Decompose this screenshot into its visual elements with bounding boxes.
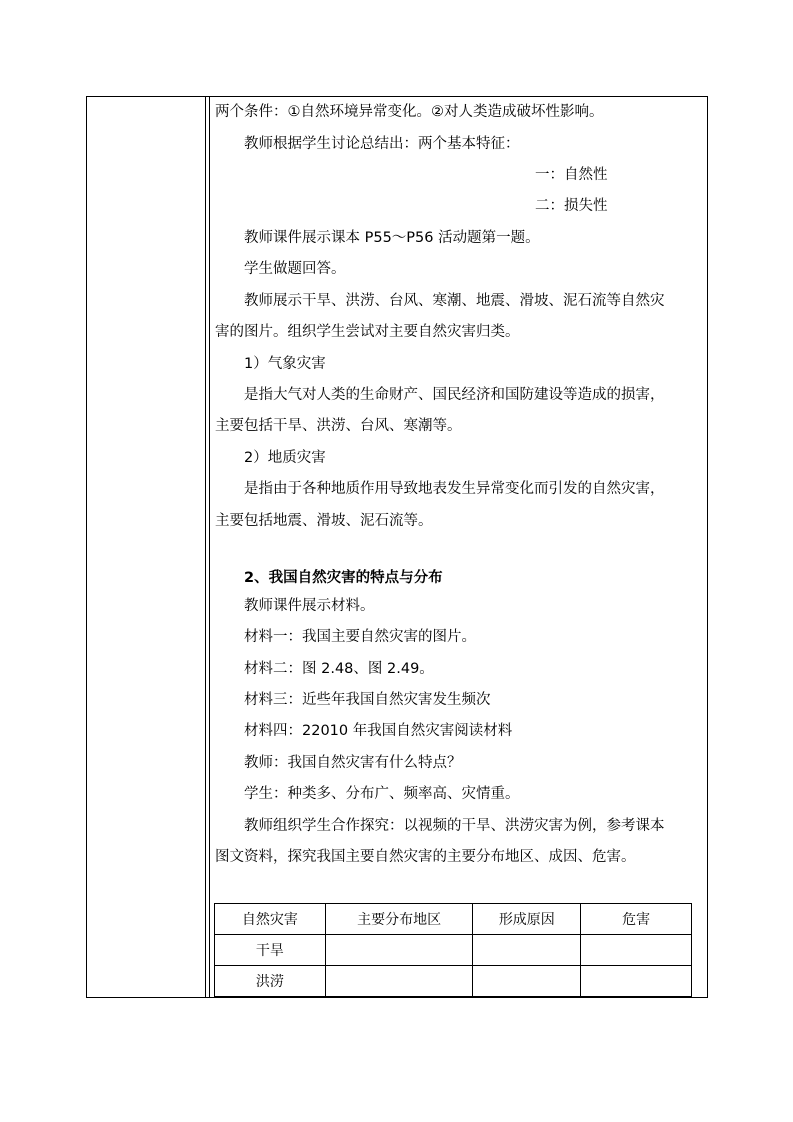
text-line: 学生做题回答。 xyxy=(244,261,346,277)
text-line: 教师组织学生合作探究：以视频的干旱、洪涝灾害为例，参考课本 xyxy=(244,818,665,834)
section-heading: 2、我国自然灾害的特点与分布 xyxy=(244,570,443,586)
table-cell xyxy=(325,966,473,997)
text-line: 二：损失性 xyxy=(535,198,608,214)
table-header-cell: 自然灾害 xyxy=(215,904,326,935)
text-line: 材料二：图 2.48、图 2.49。 xyxy=(244,661,434,677)
table-cell xyxy=(581,935,692,966)
text-line: 主要包括地震、滑坡、泥石流等。 xyxy=(215,513,433,529)
table-header-row xyxy=(215,904,692,935)
text-line: 2）地质灾害 xyxy=(244,450,326,466)
text-line: 两个条件：①自然环境异常变化。②对人类造成破坏性影响。 xyxy=(215,104,604,120)
text-line: 材料四：22010 年我国自然灾害阅读材料 xyxy=(244,723,513,739)
text-line: 学生：种类多、分布广、频率高、灾情重。 xyxy=(244,786,520,802)
table-cell xyxy=(473,966,581,997)
table-header-cell: 形成原因 xyxy=(473,904,581,935)
text-line: 害的图片。组织学生尝试对主要自然灾害归类。 xyxy=(215,324,520,340)
text-line: 教师课件展示课本 P55～P56 活动题第一题。 xyxy=(244,230,540,246)
text-line: 1）气象灾害 xyxy=(244,356,326,372)
table-cell xyxy=(325,935,473,966)
text-line: 教师展示干旱、洪涝、台风、寒潮、地震、滑坡、泥石流等自然灾 xyxy=(244,293,665,309)
table-cell: 干旱 xyxy=(215,935,326,966)
table-row xyxy=(215,966,692,997)
text-line: 是指由于各种地质作用导致地表发生异常变化而引发的自然灾害， xyxy=(244,481,665,497)
text-line: 材料三：近些年我国自然灾害发生频次 xyxy=(244,692,491,708)
text-line: 教师根据学生讨论总结出：两个基本特征： xyxy=(244,136,520,152)
table-cell xyxy=(473,935,581,966)
text-line: 教师：我国自然灾害有什么特点？ xyxy=(244,755,462,771)
text-line: 图文资料，探究我国主要自然灾害的主要分布地区、成因、危害。 xyxy=(215,849,636,865)
column-divider xyxy=(205,96,206,998)
table-header-cell: 危害 xyxy=(581,904,692,935)
text-line: 是指大气对人类的生命财产、国民经济和国防建设等造成的损害， xyxy=(244,387,665,403)
table-cell xyxy=(581,966,692,997)
table-cell: 洪涝 xyxy=(215,966,326,997)
table-row xyxy=(215,935,692,966)
text-line: 主要包括干旱、洪涝、台风、寒潮等。 xyxy=(215,418,462,434)
text-line: 材料一：我国主要自然灾害的图片。 xyxy=(244,629,476,645)
disaster-table xyxy=(214,903,692,997)
table-header-cell: 主要分布地区 xyxy=(325,904,473,935)
text-line: 一：自然性 xyxy=(535,167,608,183)
column-divider-inner xyxy=(209,96,210,998)
text-line: 教师课件展示材料。 xyxy=(244,598,375,614)
